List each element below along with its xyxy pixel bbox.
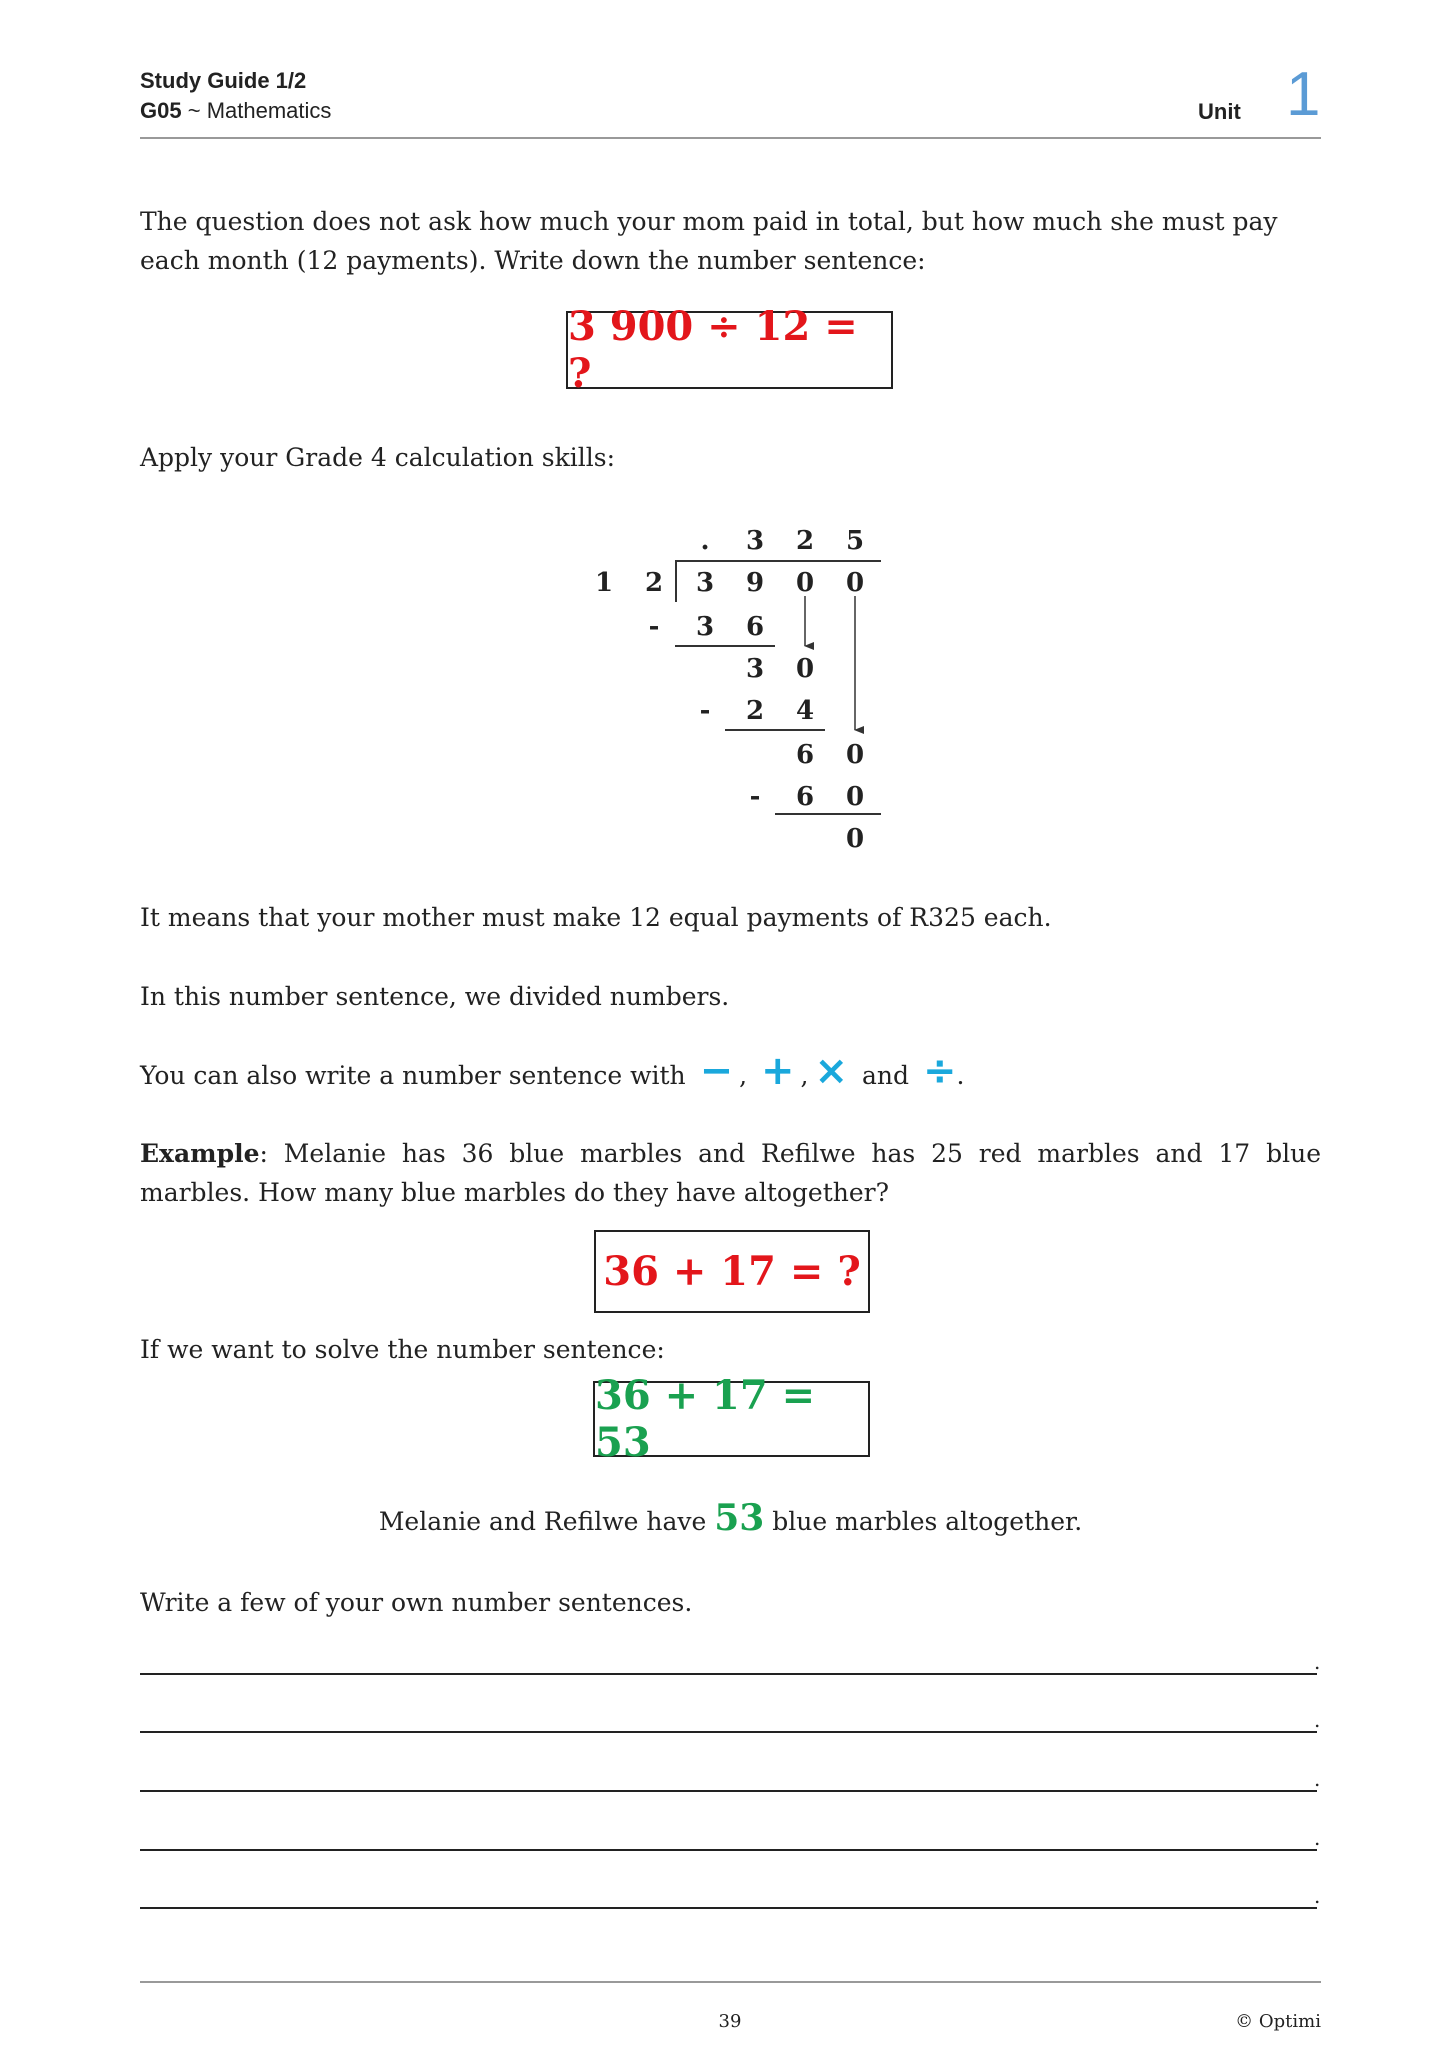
quotient-digit: . bbox=[700, 526, 710, 556]
line-end-dot: . bbox=[1314, 1826, 1321, 1850]
quotient-digit: 5 bbox=[845, 526, 865, 556]
and-text: and bbox=[861, 1061, 909, 1090]
line-end-dot: . bbox=[1314, 1650, 1321, 1674]
step-digit: 6 bbox=[745, 612, 765, 642]
intro-paragraph: The question does not ask how much your mom paid in total, but how much she must pay each month (12 payments). Write down the number sentence: bbox=[140, 207, 1278, 275]
remainder-digit: 3 bbox=[745, 654, 765, 684]
final-remainder: 0 bbox=[845, 824, 865, 854]
remainder-digit: 6 bbox=[795, 740, 815, 770]
times-icon: × bbox=[814, 1048, 849, 1094]
step-digit: 6 bbox=[795, 782, 815, 812]
divisor-digit: 2 bbox=[644, 568, 664, 598]
period: . bbox=[956, 1061, 965, 1090]
subject: Mathematics bbox=[206, 98, 332, 123]
unit-number: 1 bbox=[1286, 60, 1321, 129]
means-text: It means that your mother must make 12 equal payments of R325 each. bbox=[140, 903, 1052, 932]
line-end-dot: . bbox=[1314, 1767, 1321, 1791]
footer-rule bbox=[140, 1981, 1321, 1983]
minus-sign: - bbox=[648, 612, 660, 642]
remainder-digit: 0 bbox=[795, 654, 815, 684]
separator: ~ bbox=[187, 98, 201, 123]
step-digit: 3 bbox=[695, 612, 715, 642]
divided-text: In this number sentence, we divided numbers. bbox=[140, 982, 730, 1011]
operators-line bbox=[140, 1048, 1321, 1097]
number-sentence-addition: 36 + 17 = ? bbox=[594, 1230, 870, 1313]
unit-label: Unit bbox=[1198, 99, 1241, 124]
answer-line bbox=[140, 1499, 1321, 1541]
solve-text: If we want to solve the number sentence: bbox=[140, 1335, 665, 1364]
number-sentence-solution: 36 + 17 = 53 bbox=[593, 1381, 870, 1457]
answer-post: blue marbles altogether. bbox=[772, 1507, 1083, 1536]
writing-line[interactable] bbox=[140, 1790, 1317, 1792]
apply-text: Apply your Grade 4 calculation skills: bbox=[140, 443, 615, 472]
comma: , bbox=[800, 1061, 809, 1090]
example-paragraph bbox=[140, 1134, 1321, 1212]
writing-line[interactable] bbox=[140, 1673, 1317, 1675]
example-text: : Melanie has 36 blue marbles and Refilwe has 25 red marbles and 17 blue marbles. How many blue marbles do they have altogether? bbox=[140, 1139, 1321, 1207]
bring-down-arrows bbox=[0, 0, 1449, 900]
writing-line[interactable] bbox=[140, 1849, 1317, 1851]
dividend-digit: 9 bbox=[745, 568, 765, 598]
also-write-text: You can also write a number sentence with bbox=[140, 1061, 686, 1090]
step-digit: 2 bbox=[745, 696, 765, 726]
answer-number: 53 bbox=[714, 1497, 765, 1539]
writing-line[interactable] bbox=[140, 1731, 1317, 1733]
quotient-digit: 2 bbox=[795, 526, 815, 556]
page-number: 39 bbox=[718, 2011, 742, 2032]
copyright: © Optimi bbox=[1235, 2011, 1321, 2032]
dividend-digit: 0 bbox=[845, 568, 865, 598]
answer-pre: Melanie and Refilwe have bbox=[378, 1507, 707, 1536]
line-end-dot: . bbox=[1314, 1884, 1321, 1908]
plus-icon: + bbox=[761, 1048, 795, 1094]
dividend-digit: 3 bbox=[695, 568, 715, 598]
write-own-text: Write a few of your own number sentences. bbox=[140, 1588, 693, 1617]
writing-line[interactable] bbox=[140, 1907, 1317, 1909]
quotient-digit: 3 bbox=[745, 526, 765, 556]
grade-code: G05 bbox=[140, 98, 182, 123]
guide-title: Study Guide 1/2 bbox=[140, 68, 307, 93]
step-digit: 4 bbox=[795, 696, 815, 726]
number-sentence-division: 3 900 ÷ 12 = ? bbox=[566, 311, 893, 389]
dividend-digit: 0 bbox=[795, 568, 815, 598]
remainder-digit: 0 bbox=[845, 740, 865, 770]
minus-sign: - bbox=[749, 782, 761, 812]
minus-icon: − bbox=[699, 1048, 734, 1094]
comma: , bbox=[739, 1061, 748, 1090]
minus-sign: - bbox=[699, 696, 711, 726]
divide-icon: ÷ bbox=[922, 1048, 957, 1094]
step-digit: 0 bbox=[845, 782, 865, 812]
divisor-digit: 1 bbox=[594, 568, 614, 598]
example-label: Example bbox=[140, 1139, 260, 1168]
line-end-dot: . bbox=[1314, 1708, 1321, 1732]
